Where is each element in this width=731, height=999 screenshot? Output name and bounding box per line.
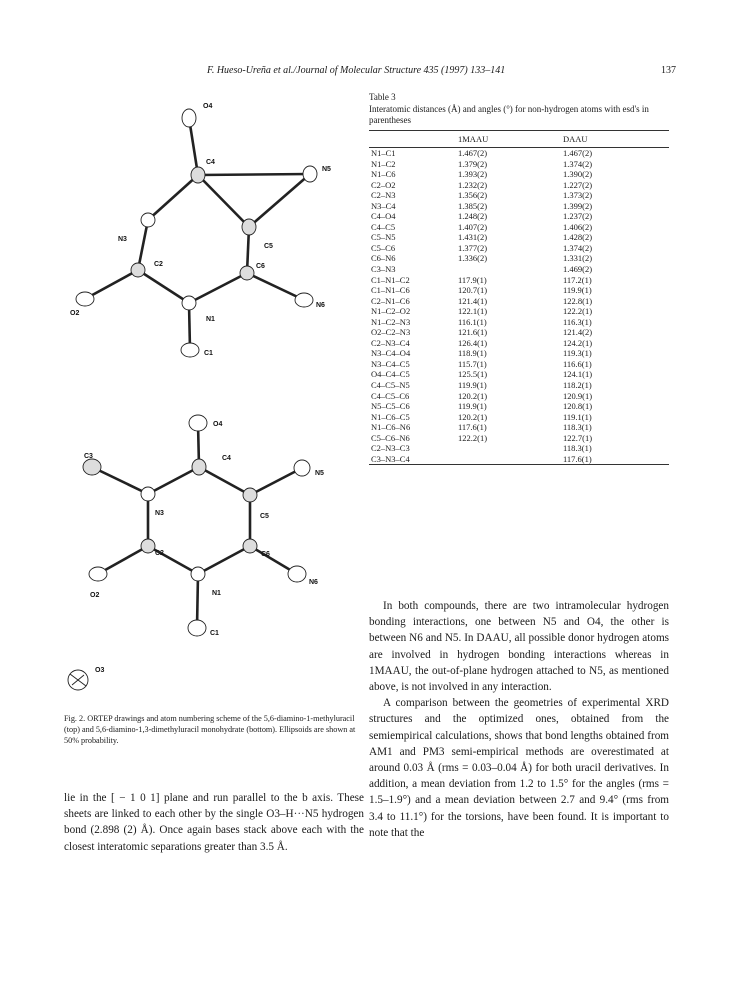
atom-label: C1 xyxy=(210,630,219,637)
atom-label: C1 xyxy=(204,350,213,357)
column-header xyxy=(369,131,458,148)
atom-ellipsoid xyxy=(295,293,313,307)
atom-label: N3 xyxy=(155,510,164,517)
table-row xyxy=(369,148,669,159)
parameter-cell: N5–C5–C6 xyxy=(371,401,410,412)
atom-ellipsoid xyxy=(191,567,205,581)
distances-angles-table xyxy=(369,130,669,465)
value-daau-cell: 119.9(1) xyxy=(563,285,592,296)
parameter-cell: C2–N3 xyxy=(371,190,396,201)
table-header-row xyxy=(369,131,669,148)
parameter-cell: C2–O2 xyxy=(371,179,396,190)
value-1maau-cell: 115.7(1) xyxy=(458,358,487,369)
top-molecule-atoms xyxy=(76,109,317,357)
atom-label: O2 xyxy=(70,310,80,317)
value-daau-cell: 122.7(1) xyxy=(563,432,593,443)
atom-label: N3 xyxy=(118,236,127,243)
paragraph: A comparison between the geometries of experimental XRD structures and the optimized ones, obtained from the semiempirical calculations, shows that bond lengths obtained from AM1 and PM3 semi-empirical methods are overestimated at around 0.03 Å (rms = 0.03–0.04 Å) for both uracil derivatives. In addition, a mean deviation from 1.2 to 1.5° for the angles (rms = 1.5–1.9°) and a mean deviation between 2.7 and 9.4° (rms from 3.4 to 11.1°) for the torsions, have been found. It is important to note that the xyxy=(369,697,669,839)
value-daau-cell: 124.2(1) xyxy=(563,337,593,348)
parameter-cell: C5–C6 xyxy=(371,242,396,253)
atom-label: N6 xyxy=(316,302,325,309)
table-row xyxy=(369,243,669,254)
table-row xyxy=(369,443,669,454)
column-header: DAAU xyxy=(563,131,669,148)
value-daau-cell: 1.374(2) xyxy=(563,158,593,169)
value-daau-cell: 120.9(1) xyxy=(563,390,593,401)
atom-label: N6 xyxy=(309,579,318,586)
value-daau-cell: 1.428(2) xyxy=(563,232,593,243)
value-1maau-cell: 117.9(1) xyxy=(458,274,487,285)
value-1maau-cell: 1.336(2) xyxy=(458,253,488,264)
atom-ellipsoid xyxy=(240,266,254,280)
parameter-cell: C4–O4 xyxy=(371,211,396,222)
atom-label: N5 xyxy=(315,470,324,477)
table-row xyxy=(369,264,669,275)
atom-ellipsoid xyxy=(243,488,257,502)
atom-ellipsoid xyxy=(189,415,207,431)
atom-ellipsoid xyxy=(243,539,257,553)
atom-ellipsoid xyxy=(242,219,256,235)
parameter-cell: N1–C6–C5 xyxy=(371,411,410,422)
value-1maau-cell: 1.407(2) xyxy=(458,221,488,232)
atom-ellipsoid xyxy=(141,213,155,227)
value-1maau-cell: 1.393(2) xyxy=(458,169,488,180)
value-1maau-cell xyxy=(458,454,563,465)
parameter-cell: N3–C4 xyxy=(371,200,396,211)
parameter-cell: N1–C1 xyxy=(371,148,396,158)
value-daau-cell: 116.3(1) xyxy=(563,316,592,327)
atom-ellipsoid xyxy=(188,620,206,636)
value-1maau-cell: 1.377(2) xyxy=(458,242,488,253)
table-row xyxy=(369,359,669,370)
table-row xyxy=(369,285,669,296)
table-row xyxy=(369,180,669,191)
atom-label: C6 xyxy=(256,263,265,270)
atom-ellipsoid xyxy=(141,487,155,501)
parameter-cell: C3–N3 xyxy=(371,264,396,275)
parameter-cell: O2–C2–N3 xyxy=(371,327,411,338)
value-1maau-cell: 122.1(1) xyxy=(458,306,488,317)
atom-label: O2 xyxy=(90,592,100,599)
value-1maau-cell: 1.385(2) xyxy=(458,200,488,211)
parameter-cell: N3–C4–C5 xyxy=(371,358,410,369)
atom-label: C2 xyxy=(154,261,163,268)
table-row xyxy=(369,317,669,328)
table-row xyxy=(369,190,669,201)
table-row xyxy=(369,253,669,264)
value-daau-cell: 124.1(1) xyxy=(563,369,593,380)
table-row xyxy=(369,454,669,465)
parameter-cell: C5–N5 xyxy=(371,232,396,243)
value-daau-cell: 1.469(2) xyxy=(563,264,593,275)
value-daau-cell: 121.4(2) xyxy=(563,327,593,338)
parameter-cell: N1–C6 xyxy=(371,169,396,180)
atom-label: C4 xyxy=(206,159,215,166)
value-1maau-cell: 116.1(1) xyxy=(458,316,487,327)
right-column-text xyxy=(369,598,669,841)
value-1maau-cell: 121.6(1) xyxy=(458,327,488,338)
value-daau-cell: 1.331(2) xyxy=(563,253,593,264)
value-daau-cell: 1.467(2) xyxy=(563,148,593,158)
table-row xyxy=(369,380,669,391)
value-1maau-cell: 119.9(1) xyxy=(458,380,487,391)
value-daau-cell: 1.390(2) xyxy=(563,169,593,180)
value-1maau-cell: 121.4(1) xyxy=(458,295,488,306)
running-title: F. Hueso-Ureña et al./Journal of Molecular Structure 435 (1997) 133–141 xyxy=(207,65,506,76)
value-daau-cell: 1.237(2) xyxy=(563,211,593,222)
atom-ellipsoid xyxy=(131,263,145,277)
left-column-text xyxy=(64,790,364,855)
value-daau-cell: 122.2(1) xyxy=(563,306,593,317)
atom-ellipsoid xyxy=(182,109,196,127)
value-1maau-cell: 120.2(1) xyxy=(458,390,488,401)
parameter-cell: C4–C5–C6 xyxy=(371,390,410,401)
table-row xyxy=(369,391,669,402)
atom-label: N5 xyxy=(322,166,331,173)
table-row xyxy=(369,369,669,380)
table-row xyxy=(369,232,669,243)
atom-ellipsoid xyxy=(192,459,206,475)
page-number: 137 xyxy=(661,65,676,76)
atom-ellipsoid xyxy=(182,296,196,310)
parameter-cell: N1–C2 xyxy=(371,158,396,169)
value-1maau-cell: 120.2(1) xyxy=(458,411,488,422)
atom-ellipsoid xyxy=(294,460,310,476)
bottom-molecule-bonds xyxy=(92,423,302,628)
parameter-cell: C5–C6–N6 xyxy=(371,432,410,443)
table-row xyxy=(369,422,669,433)
parameter-cell: N1–C6–N6 xyxy=(371,422,411,433)
atom-label: C4 xyxy=(222,455,231,462)
value-1maau-cell: 1.431(2) xyxy=(458,232,488,243)
table-caption: Interatomic distances (Å) and angles (°) for non-hydrogen atoms with esd's in parentheses xyxy=(369,104,649,125)
value-1maau-cell: 1.379(2) xyxy=(458,158,488,169)
parameter-cell: C3–N3–C4 xyxy=(369,454,458,465)
parameter-cell: C2–N1–C6 xyxy=(371,295,410,306)
atom-label: N1 xyxy=(206,316,215,323)
value-1maau-cell: 126.4(1) xyxy=(458,337,488,348)
table-row xyxy=(369,412,669,423)
value-daau-cell: 116.6(1) xyxy=(563,358,592,369)
atom-label: O4 xyxy=(213,421,223,428)
table-row xyxy=(369,306,669,317)
atom-ellipsoid xyxy=(288,566,306,582)
atom-label: C2 xyxy=(155,550,164,557)
atom-label: O3 xyxy=(95,667,105,674)
atom-label: N1 xyxy=(212,590,221,597)
atom-label: C5 xyxy=(260,513,269,520)
value-1maau-cell: 120.7(1) xyxy=(458,285,488,296)
value-1maau-cell: 122.2(1) xyxy=(458,432,488,443)
value-daau-cell: 119.3(1) xyxy=(563,348,592,359)
parameter-cell: N1–C2–N3 xyxy=(371,316,411,327)
table-row xyxy=(369,222,669,233)
table-row xyxy=(369,201,669,212)
paragraph: In both compounds, there are two intramolecular hydrogen bonding interactions, one between N5 and O4, the other is between N6 and N5. In DAAU, all possible donor hydrogen atoms are involved in hydrogen bonding interactions whereas in 1MAAU, the out-of-plane hydrogen attached to N5, as mentioned above, is not involved in any interaction. xyxy=(369,600,669,694)
value-1maau-cell: 1.356(2) xyxy=(458,190,488,201)
figure-caption: Fig. 2. ORTEP drawings and atom numbering scheme of the 5,6-diamino-1-methyluracil (top) and 5,6-diamino-1,3-dimethyluracil monohydrate (bottom). Ellipsoids are shown at 50% probability. xyxy=(64,714,356,745)
column-header: 1MAAU xyxy=(458,131,563,148)
value-daau-cell: 117.2(1) xyxy=(563,274,592,285)
value-daau-cell: 1.373(2) xyxy=(563,190,593,201)
atom-ellipsoid xyxy=(83,459,101,475)
table-row xyxy=(369,338,669,349)
value-daau-cell: 120.8(1) xyxy=(563,401,593,412)
table-label: Table 3 xyxy=(369,92,396,102)
top-molecule-labels xyxy=(70,103,331,357)
value-1maau-cell: 1.467(2) xyxy=(458,148,488,158)
parameter-cell: N3–C4–O4 xyxy=(371,348,411,359)
table-row xyxy=(369,159,669,170)
value-daau-cell: 1.406(2) xyxy=(563,221,593,232)
value-1maau-cell: 1.232(2) xyxy=(458,179,488,190)
value-1maau-cell: 1.248(2) xyxy=(458,211,488,222)
atom-label: O4 xyxy=(203,103,213,110)
top-molecule-bonds xyxy=(85,118,310,350)
ortep-drawings xyxy=(60,90,360,710)
table-row xyxy=(369,211,669,222)
value-daau-cell: 1.374(2) xyxy=(563,242,593,253)
value-daau-cell: 1.227(2) xyxy=(563,179,593,190)
table-3 xyxy=(369,92,669,465)
parameter-cell: C2–N3–C4 xyxy=(371,337,410,348)
value-daau-cell: 117.6(1) xyxy=(563,454,669,465)
ortep-figure xyxy=(60,90,360,710)
table-row xyxy=(369,401,669,412)
running-header xyxy=(0,65,731,81)
value-1maau-cell: 118.9(1) xyxy=(458,348,487,359)
atom-ellipsoid xyxy=(191,167,205,183)
table-body xyxy=(369,148,669,465)
bottom-molecule-labels xyxy=(84,421,324,674)
parameter-cell: C4–C5–N5 xyxy=(371,380,410,391)
parameter-cell: C1–N1–C2 xyxy=(371,274,410,285)
value-daau-cell: 118.2(1) xyxy=(563,380,592,391)
value-1maau-cell: 119.9(1) xyxy=(458,401,487,412)
parameter-cell: O4–C4–C5 xyxy=(371,369,410,380)
value-daau-cell: 118.3(1) xyxy=(563,422,592,433)
table-row xyxy=(369,433,669,444)
table-row xyxy=(369,296,669,307)
bottom-molecule-atoms xyxy=(68,415,310,690)
parameter-cell: C1–N1–C6 xyxy=(371,285,410,296)
parameter-cell: C4–C5 xyxy=(371,221,396,232)
atom-ellipsoid xyxy=(141,539,155,553)
value-daau-cell: 1.399(2) xyxy=(563,200,593,211)
value-1maau-cell: 125.5(1) xyxy=(458,369,488,380)
table-row xyxy=(369,275,669,286)
value-daau-cell: 122.8(1) xyxy=(563,295,593,306)
value-daau-cell: 118.3(1) xyxy=(563,443,592,454)
atom-ellipsoid xyxy=(303,166,317,182)
value-1maau-cell xyxy=(458,443,563,454)
atom-ellipsoid xyxy=(76,292,94,306)
value-1maau-cell: 117.6(1) xyxy=(458,422,487,433)
atom-label: C6 xyxy=(261,551,270,558)
parameter-cell: C6–N6 xyxy=(371,253,396,264)
atom-ellipsoid xyxy=(181,343,199,357)
paragraph: lie in the [ − 1 0 1] plane and run parallel to the b axis. These sheets are linked to each other by the single O3–H···N5 hydrogen bond (2.898 (2) Å). Once again bases stack above each with the closest interatomic separations greater than 3.5 Å. xyxy=(64,792,364,853)
value-1maau-cell xyxy=(458,264,563,275)
atom-label: C5 xyxy=(264,243,273,250)
atom-label: C3 xyxy=(84,453,93,460)
table-row xyxy=(369,327,669,338)
parameter-cell: N1–C2–O2 xyxy=(371,306,411,317)
parameter-cell: C2–N3–C3 xyxy=(371,443,410,454)
atom-ellipsoid xyxy=(89,567,107,581)
value-daau-cell: 119.1(1) xyxy=(563,411,592,422)
table-row xyxy=(369,348,669,359)
table-row xyxy=(369,169,669,180)
